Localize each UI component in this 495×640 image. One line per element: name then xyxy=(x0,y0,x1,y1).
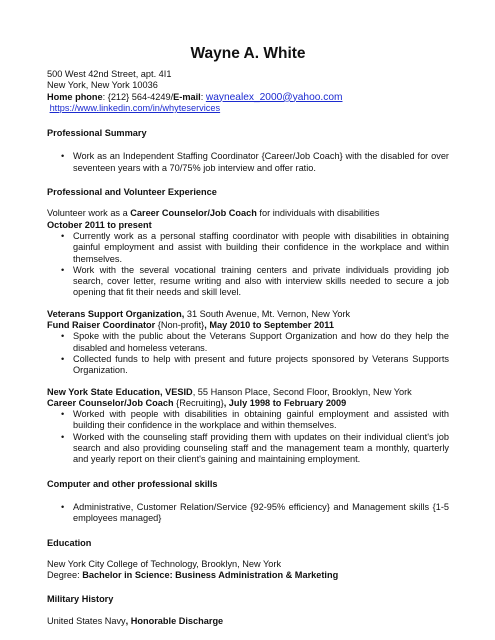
job-vesid-role-note: {Recruiting} xyxy=(173,397,224,408)
experience-section xyxy=(47,187,449,466)
military-line xyxy=(47,616,449,627)
linkedin-link[interactable]: https://www.linkedin.com/in/whyteservices xyxy=(49,102,221,113)
linkedin-line xyxy=(47,103,449,114)
military-discharge: , Honorable Discharge xyxy=(125,615,224,626)
job-volunteer-intro-post: for individuals with disabilities xyxy=(256,208,380,219)
phone-email-line xyxy=(47,92,449,103)
job-vesid-dates: , July 1998 to February 2009 xyxy=(223,397,347,408)
job-veterans-list xyxy=(47,331,449,376)
job-veterans-role-note: {Non-profit} xyxy=(155,320,205,331)
job-veterans-org: Veterans Support Organization, xyxy=(47,308,185,319)
education-school: New York City College of Technology, Brooklyn, New York xyxy=(47,558,282,569)
job-vesid xyxy=(47,387,449,466)
summary-list xyxy=(47,151,449,174)
job-vesid-org: New York State Education, VESID xyxy=(47,386,193,397)
email-separator: : xyxy=(200,91,206,102)
job-veterans-role-line xyxy=(47,320,449,331)
list-item: • Worked with the counseling staff providing them with updates on their individual client's job search and also providing counseling staff and the management team a monthly, quarterly and yearly report on their client's gaining and maintaining employment. xyxy=(47,432,449,466)
job-volunteer-list xyxy=(47,231,449,299)
resume-name: Wayne A. White xyxy=(190,45,306,62)
education-heading: Education xyxy=(47,537,92,548)
job-volunteer-intro-pre: Volunteer work as a xyxy=(47,208,131,219)
military-section xyxy=(47,594,449,627)
job-veterans-org-line xyxy=(47,309,449,320)
job-vesid-address: , 55 Hanson Place, Second Floor, Brooklyn, New York xyxy=(192,386,412,397)
home-phone-value: : {212} 564-4249/ xyxy=(102,91,174,102)
contact-block xyxy=(47,69,449,114)
job-veterans xyxy=(47,309,449,377)
list-item: • Spoke with the public about the Veterans Support Organization and how do they help the disabled and homeless veterans. xyxy=(47,331,449,354)
job-volunteer-dates: October 2011 to present xyxy=(47,219,152,230)
job-vesid-role-line xyxy=(47,398,449,409)
military-branch: United States Navy xyxy=(47,615,126,626)
skills-heading: Computer and other professional skills xyxy=(47,478,218,489)
job-veterans-address: 31 South Avenue, Mt. Vernon, New York xyxy=(184,308,351,319)
job-vesid-org-line xyxy=(47,387,449,398)
education-degree-line xyxy=(47,570,449,581)
list-item: • Worked with people with disabilities in obtaining gainful employment and assisted with building their confidence in the workplace and within themselves. xyxy=(47,409,449,432)
skills-list xyxy=(47,502,449,525)
education-section xyxy=(47,538,449,582)
education-degree: Bachelor in Science: Business Administration & Marketing xyxy=(82,570,339,581)
job-volunteer-role: Career Counselor/Job Coach xyxy=(130,208,257,219)
experience-heading: Professional and Volunteer Experience xyxy=(47,187,217,198)
job-volunteer xyxy=(47,208,449,298)
address-line-2: New York, New York 10036 xyxy=(47,80,158,91)
home-phone-label: Home phone xyxy=(47,91,103,102)
list-item: • Collected funds to help with present and future projects sponsored by Veterans Supports Organization. xyxy=(47,354,449,377)
summary-item: • Work as an Independent Staffing Coordinator {Career/Job Coach} with the disabled for over seventeen years with a 70/75% job interview and offer ratio. xyxy=(47,151,449,174)
email-label: E-mail xyxy=(173,91,201,102)
job-veterans-dates: , May 2010 to September 2011 xyxy=(204,320,334,331)
list-item: • Currently work as a personal staffing coordinator with people with disabilities in obtaining gainful employment and assist with building their confidence in the workplace and within themselves. xyxy=(47,231,449,265)
education-degree-label: Degree: xyxy=(47,570,83,581)
military-heading: Military History xyxy=(47,594,114,605)
address-line-1: 500 West 42nd Street, apt. 4I1 xyxy=(47,69,172,79)
list-item: • Administrative, Customer Relation/Service {92-95% efficiency} and Management skills {1-5 employees managed} xyxy=(47,502,449,525)
job-vesid-role: Career Counselor/Job Coach xyxy=(47,397,174,408)
email-link[interactable]: waynealex_2000@yahoo.com xyxy=(205,91,343,103)
job-volunteer-intro xyxy=(47,208,449,219)
summary-heading: Professional Summary xyxy=(47,128,147,139)
job-vesid-list xyxy=(47,409,449,465)
job-veterans-role: Fund Raiser Coordinator xyxy=(47,320,156,331)
skills-section xyxy=(47,479,449,525)
list-item: • Work with the several vocational training centers and private individuals providing job search, cover letter, resume writing and also with interview skills needed to secure a job opening that fit their needs and skill level. xyxy=(47,265,449,299)
summary-section xyxy=(47,128,449,174)
